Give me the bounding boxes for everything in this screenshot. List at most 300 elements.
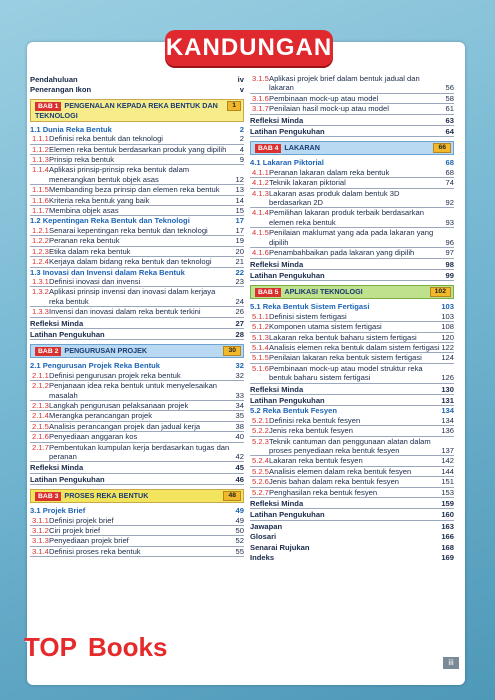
entry-number: 5.1.5 bbox=[252, 353, 269, 363]
entry-number: 5.2.4 bbox=[252, 456, 269, 466]
subsection-entry bbox=[250, 477, 454, 487]
section-entry bbox=[30, 268, 244, 277]
entry-page: 151 bbox=[441, 477, 454, 487]
subsection-entry bbox=[30, 536, 244, 546]
subsection-entry bbox=[30, 401, 244, 411]
entry-number: 2.1.2 bbox=[32, 381, 49, 391]
entry-page: 12 bbox=[235, 174, 244, 184]
entry-label: Penjanaan idea reka bentuk untuk menyelesaikan masalah bbox=[49, 381, 218, 400]
entry-label: Refleksi Minda bbox=[250, 384, 304, 394]
entry-page: 136 bbox=[441, 426, 454, 436]
subsection-entry bbox=[250, 228, 454, 248]
entry-label: Penyediaan anggaran kos bbox=[49, 432, 138, 442]
entry-page: v bbox=[239, 85, 244, 95]
entry-label: Reka Bentuk Sistem Fertigasi bbox=[262, 302, 370, 312]
entry-number: 4.1.3 bbox=[252, 188, 269, 198]
toc-entry bbox=[250, 532, 454, 541]
entry-number: 3.1.2 bbox=[32, 526, 49, 536]
entry-label: Refleksi Minda bbox=[250, 115, 304, 125]
entry-number: 5.2.7 bbox=[252, 487, 269, 497]
entry-number: 1.1.1 bbox=[32, 134, 49, 144]
review-entry bbox=[30, 463, 244, 473]
entry-page: 22 bbox=[235, 267, 244, 277]
subsection-entry bbox=[250, 168, 454, 178]
entry-page: 46 bbox=[235, 474, 244, 484]
watermark-books: Books bbox=[88, 632, 168, 662]
entry-page: 49 bbox=[235, 506, 244, 516]
entry-label: Teknik cantuman dan penggunaan alatan dalam proses penyediaan reka bentuk fesyen bbox=[269, 436, 431, 455]
entry-number: 5.1 bbox=[250, 302, 261, 312]
subsection-entry bbox=[250, 94, 454, 104]
review-entry bbox=[30, 330, 244, 340]
subsection-entry bbox=[30, 226, 244, 236]
subsection-entry bbox=[250, 333, 454, 343]
chapter-header bbox=[250, 285, 454, 299]
watermark-top: TOP bbox=[24, 632, 77, 662]
subsection-entry bbox=[30, 526, 244, 536]
entry-number: 3.1.7 bbox=[252, 104, 269, 114]
entry-label: Glosari bbox=[250, 532, 277, 542]
entry-label: Latihan Pengukuhan bbox=[250, 510, 325, 520]
chapter-header bbox=[250, 141, 454, 155]
subsection-entry bbox=[250, 467, 454, 477]
review-entry bbox=[250, 396, 454, 406]
entry-number: 1.3 bbox=[30, 267, 41, 277]
entry-label: Pengurusan Projek Reka Bentuk bbox=[42, 361, 161, 371]
entry-number: 2.1.1 bbox=[32, 370, 49, 380]
entry-label: Analisis elemen dalam reka bentuk fesyen bbox=[269, 466, 412, 476]
entry-label: Pendahuluan bbox=[30, 75, 78, 84]
entry-page: 24 bbox=[235, 296, 244, 306]
entry-page: 58 bbox=[445, 93, 454, 103]
entry-label: Definisi pengurusan projek reka bentuk bbox=[49, 370, 181, 380]
entry-label: Senarai Rujukan bbox=[250, 542, 310, 552]
section-entry bbox=[250, 158, 454, 167]
chapter-title: LAKARAN bbox=[284, 143, 320, 153]
entry-label: Membina objek asas bbox=[49, 206, 119, 216]
subsection-entry bbox=[250, 353, 454, 363]
chapter-title: PENGENALAN KEPADA REKA BENTUK DAN TEKNOLOGI bbox=[35, 100, 218, 120]
entry-number: 5.1.4 bbox=[252, 342, 269, 352]
entry-number: 5.2.6 bbox=[252, 477, 269, 487]
review-entry bbox=[30, 475, 244, 485]
toc-entry bbox=[250, 553, 454, 562]
entry-label: Latihan Pengukuhan bbox=[30, 474, 105, 484]
entry-page: 166 bbox=[441, 532, 454, 542]
entry-label: Peranan reka bentuk bbox=[49, 236, 120, 246]
entry-number: 5.1.2 bbox=[252, 322, 269, 332]
subsection-entry bbox=[30, 277, 244, 287]
review-entry bbox=[250, 385, 454, 395]
entry-number: 1.1.4 bbox=[32, 165, 49, 175]
subsection-entry bbox=[30, 145, 244, 155]
entry-page: iv bbox=[237, 75, 244, 84]
entry-page: 153 bbox=[441, 487, 454, 497]
entry-label: Etika dalam reka bentuk bbox=[49, 246, 131, 256]
entry-page: 98 bbox=[445, 259, 454, 269]
entry-page: 9 bbox=[239, 155, 244, 165]
entry-label: Penilaian lakaran reka bentuk sistem fertigasi bbox=[269, 353, 422, 363]
entry-number: 1.1 bbox=[30, 124, 41, 134]
subsection-entry bbox=[250, 189, 454, 209]
entry-number: 3.1.1 bbox=[32, 515, 49, 525]
entry-label: Penerangan Ikon bbox=[30, 85, 92, 95]
chapter-tag: BAB 2 bbox=[35, 347, 61, 356]
entry-label: Reka Bentuk Fesyen bbox=[262, 406, 337, 416]
entry-label: Refleksi Minda bbox=[250, 499, 304, 509]
entry-page: 20 bbox=[235, 246, 244, 256]
entry-page: 26 bbox=[235, 307, 244, 317]
subsection-entry bbox=[250, 74, 454, 94]
entry-page: 32 bbox=[235, 370, 244, 380]
toc-right-column bbox=[250, 74, 454, 562]
entry-page: 130 bbox=[441, 384, 454, 394]
watermark-logo bbox=[24, 632, 220, 672]
entry-number: 1.1.5 bbox=[32, 185, 49, 195]
chapter-page: 30 bbox=[223, 346, 241, 356]
entry-number: 1.3.1 bbox=[32, 276, 49, 286]
entry-number: 5.1.6 bbox=[252, 363, 269, 373]
entry-page: 103 bbox=[441, 302, 454, 312]
entry-label: Latihan Pengukuhan bbox=[250, 270, 325, 280]
entry-label: Pembinaan mock-up atau model struktur reka bentuk baharu sistem fertigasi bbox=[269, 363, 423, 383]
entry-number: 4.1 bbox=[250, 158, 261, 168]
entry-number: 3.1.4 bbox=[32, 546, 49, 556]
entry-page: 2 bbox=[239, 124, 244, 134]
entry-label: Penambahbaikan pada lakaran yang dipilih bbox=[269, 248, 415, 258]
subsection-entry bbox=[30, 307, 244, 317]
page-title: KANDUNGAN bbox=[165, 30, 333, 66]
entry-number: 4.1.1 bbox=[252, 167, 269, 177]
subsection-entry bbox=[30, 443, 244, 463]
entry-page: 144 bbox=[441, 466, 454, 476]
entry-label: Pembinaan mock-up atau model bbox=[269, 93, 379, 103]
chapter-tag: BAB 5 bbox=[255, 288, 281, 297]
entry-label: Refleksi Minda bbox=[30, 463, 84, 473]
chapter-title: PENGURUSAN PROJEK bbox=[64, 346, 148, 356]
section-entry bbox=[30, 506, 244, 515]
subsection-entry bbox=[250, 104, 454, 114]
subsection-entry bbox=[30, 165, 244, 185]
entry-label: Definisi reka bentuk fesyen bbox=[269, 415, 361, 425]
entry-number: 1.2 bbox=[30, 216, 41, 226]
entry-label: Penilaian hasil mock-up atau model bbox=[269, 104, 389, 114]
subsection-entry bbox=[250, 312, 454, 322]
chapter-page: 48 bbox=[223, 491, 241, 501]
section-entry bbox=[30, 125, 244, 134]
entry-number: 5.2.5 bbox=[252, 466, 269, 476]
toc-left-column bbox=[30, 74, 244, 557]
toc-entry bbox=[30, 75, 244, 84]
entry-page: 131 bbox=[441, 395, 454, 405]
entry-page: 34 bbox=[235, 400, 244, 410]
entry-page: 45 bbox=[235, 463, 244, 473]
section-entry bbox=[250, 406, 454, 415]
entry-page: 49 bbox=[235, 515, 244, 525]
entry-label: Aplikasi projek brief dalam bentuk jadual dan lakaran bbox=[269, 74, 420, 93]
review-entry bbox=[250, 499, 454, 509]
entry-label: Senarai kepentingan reka bentuk dan teknologi bbox=[49, 225, 208, 235]
entry-number: 3.1.5 bbox=[252, 74, 269, 83]
entry-label: Pembentukan kumpulan kerja berdasarkan tugas dan peranan bbox=[49, 442, 230, 461]
chapter-page: 66 bbox=[433, 143, 451, 153]
entry-number: 1.1.2 bbox=[32, 144, 49, 154]
entry-number: 1.2.2 bbox=[32, 236, 49, 246]
entry-page: 40 bbox=[235, 432, 244, 442]
entry-page: 4 bbox=[239, 144, 244, 154]
entry-page: 42 bbox=[235, 452, 244, 461]
subsection-entry bbox=[30, 247, 244, 257]
entry-page: 92 bbox=[445, 198, 454, 208]
entry-page: 99 bbox=[445, 270, 454, 280]
subsection-entry bbox=[250, 364, 454, 384]
entry-label: Kriteria reka bentuk yang baik bbox=[49, 195, 150, 205]
chapter-tag: BAB 4 bbox=[255, 144, 281, 153]
entry-page: 2 bbox=[239, 134, 244, 144]
review-entry bbox=[250, 116, 454, 126]
entry-label: Lakaran asas produk dalam bentuk 3D berdasarkan 2D bbox=[269, 188, 400, 208]
chapter-tag: BAB 3 bbox=[35, 492, 61, 501]
entry-label: Projek Brief bbox=[42, 506, 86, 516]
entry-page: 32 bbox=[235, 361, 244, 371]
entry-page: 61 bbox=[445, 104, 454, 114]
subsection-entry bbox=[30, 381, 244, 401]
subsection-entry bbox=[250, 456, 454, 466]
entry-page: 15 bbox=[235, 206, 244, 216]
entry-page: 124 bbox=[441, 353, 454, 363]
subsection-entry bbox=[250, 178, 454, 188]
entry-label: Penilaian maklumat yang ada pada lakaran yang dipilih bbox=[269, 228, 434, 247]
subsection-entry bbox=[250, 322, 454, 332]
entry-page: 120 bbox=[441, 332, 454, 342]
section-entry bbox=[30, 216, 244, 225]
entry-page: 55 bbox=[235, 546, 244, 556]
entry-label: Refleksi Minda bbox=[250, 259, 304, 269]
entry-number: 5.2.3 bbox=[252, 436, 269, 446]
entry-page: 134 bbox=[441, 406, 454, 416]
entry-number: 5.2 bbox=[250, 406, 261, 416]
section-entry bbox=[250, 302, 454, 311]
entry-label: Aplikasi prinsip invensi dan inovasi dalam kerjaya reka bentuk bbox=[49, 287, 216, 306]
chapter-header bbox=[30, 344, 244, 358]
entry-label: Invensi dan inovasi dalam reka bentuk terkini bbox=[49, 307, 201, 317]
entry-label: Refleksi Minda bbox=[30, 318, 84, 328]
entry-number: 2.1.7 bbox=[32, 442, 49, 452]
page-number: iii bbox=[443, 657, 459, 669]
subsection-entry bbox=[30, 516, 244, 526]
entry-page: 93 bbox=[445, 217, 454, 227]
entry-page: 74 bbox=[445, 178, 454, 188]
entry-page: 137 bbox=[441, 446, 454, 455]
entry-page: 142 bbox=[441, 456, 454, 466]
subsection-entry bbox=[30, 411, 244, 421]
chapter-header bbox=[30, 489, 244, 503]
toc-entry bbox=[250, 543, 454, 552]
entry-label: Dunia Reka Bentuk bbox=[42, 124, 112, 134]
subsection-entry bbox=[250, 488, 454, 498]
entry-page: 33 bbox=[235, 390, 244, 400]
entry-number: 2.1 bbox=[30, 361, 41, 371]
entry-label: Penghasilan reka bentuk fesyen bbox=[269, 487, 378, 497]
review-entry bbox=[30, 319, 244, 329]
entry-number: 5.2.1 bbox=[252, 415, 269, 425]
entry-label: Membanding beza prinsip dan elemen reka bentuk bbox=[49, 185, 220, 195]
entry-page: 134 bbox=[441, 415, 454, 425]
entry-page: 169 bbox=[441, 553, 454, 563]
entry-label: Indeks bbox=[250, 553, 275, 563]
entry-number: 1.2.1 bbox=[32, 225, 49, 235]
entry-number: 1.3.3 bbox=[32, 307, 49, 317]
entry-page: 122 bbox=[441, 342, 454, 352]
section-entry bbox=[30, 361, 244, 370]
chapter-title: PROSES REKA BENTUK bbox=[64, 491, 149, 501]
entry-label: Latihan Pengukuhan bbox=[30, 329, 105, 339]
entry-number: 1.2.4 bbox=[32, 257, 49, 267]
entry-label: Ciri projek brief bbox=[49, 526, 101, 536]
entry-label: Analisis perancangan projek dan jadual kerja bbox=[49, 421, 201, 431]
entry-number: 1.3.2 bbox=[32, 287, 49, 297]
entry-page: 19 bbox=[235, 236, 244, 246]
entry-page: 68 bbox=[445, 167, 454, 177]
entry-label: Definisi projek brief bbox=[49, 515, 114, 525]
entry-number: 5.2.2 bbox=[252, 426, 269, 436]
entry-page: 17 bbox=[235, 216, 244, 226]
subsection-entry bbox=[30, 547, 244, 557]
entry-page: 38 bbox=[235, 421, 244, 431]
entry-label: Pemilihan lakaran produk terbaik berdasarkan elemen reka bentuk bbox=[269, 208, 424, 227]
entry-page: 68 bbox=[445, 158, 454, 168]
entry-label: Peranan lakaran dalam reka bentuk bbox=[269, 167, 390, 177]
chapter-tag: BAB 1 bbox=[35, 102, 61, 111]
entry-page: 63 bbox=[445, 115, 454, 125]
entry-number: 1.1.3 bbox=[32, 155, 49, 165]
toc-entry bbox=[30, 85, 244, 94]
entry-label: Analisis elemen reka bentuk dalam sistem fertigasi bbox=[269, 342, 440, 352]
entry-number: 1.1.7 bbox=[32, 206, 49, 216]
entry-label: Definisi reka bentuk dan teknologi bbox=[49, 134, 163, 144]
entry-number: 1.1.6 bbox=[32, 195, 49, 205]
entry-page: 23 bbox=[235, 276, 244, 286]
entry-label: Inovasi dan Invensi dalam Reka Bentuk bbox=[42, 267, 185, 277]
entry-number: 5.1.1 bbox=[252, 311, 269, 321]
entry-page: 108 bbox=[441, 322, 454, 332]
entry-page: 50 bbox=[235, 526, 244, 536]
entry-page: 163 bbox=[441, 521, 454, 531]
entry-number: 2.1.3 bbox=[32, 400, 49, 410]
subsection-entry bbox=[30, 155, 244, 165]
entry-label: Teknik lakaran piktorial bbox=[269, 178, 346, 188]
entry-label: Kepentingan Reka Bentuk dan Teknologi bbox=[42, 216, 190, 226]
entry-number: 4.1.6 bbox=[252, 248, 269, 258]
entry-page: 13 bbox=[235, 185, 244, 195]
entry-page: 21 bbox=[235, 257, 244, 267]
entry-label: Kerjaya dalam bidang reka bentuk dan teknologi bbox=[49, 257, 212, 267]
entry-page: 28 bbox=[235, 329, 244, 339]
entry-label: Latihan Pengukuhan bbox=[250, 395, 325, 405]
entry-page: 159 bbox=[441, 499, 454, 509]
entry-label: Elemen reka bentuk berdasarkan produk yang dipilih bbox=[49, 144, 227, 154]
entry-number: 5.1.3 bbox=[252, 332, 269, 342]
entry-page: 17 bbox=[235, 225, 244, 235]
subsection-entry bbox=[30, 236, 244, 246]
entry-label: Prinsip reka bentuk bbox=[49, 155, 115, 165]
entry-label: Penyediaan projek brief bbox=[49, 536, 129, 546]
chapter-page: 102 bbox=[430, 287, 451, 297]
subsection-entry bbox=[30, 206, 244, 216]
entry-page: 96 bbox=[445, 237, 454, 247]
entry-page: 160 bbox=[441, 510, 454, 520]
entry-number: 4.1.4 bbox=[252, 208, 269, 218]
subsection-entry bbox=[30, 185, 244, 195]
entry-page: 103 bbox=[441, 311, 454, 321]
entry-page: 52 bbox=[235, 536, 244, 546]
toc-entry bbox=[250, 522, 454, 531]
subsection-entry bbox=[250, 426, 454, 436]
review-entry bbox=[250, 260, 454, 270]
chapter-header bbox=[30, 99, 244, 122]
chapter-page: 1 bbox=[227, 101, 241, 111]
entry-label: Merangka perancangan projek bbox=[49, 411, 153, 421]
subsection-entry bbox=[250, 416, 454, 426]
entry-number: 2.1.4 bbox=[32, 411, 49, 421]
entry-page: 27 bbox=[235, 318, 244, 328]
entry-label: Jenis bahan dalam reka bentuk fesyen bbox=[269, 477, 400, 487]
entry-number: 4.1.2 bbox=[252, 178, 269, 188]
entry-label: Aplikasi prinsip-prinsip reka bentuk dalam menerangkan bentuk objek asas bbox=[49, 165, 190, 184]
entry-number: 2.1.5 bbox=[32, 421, 49, 431]
review-entry bbox=[250, 510, 454, 520]
review-entry bbox=[250, 127, 454, 137]
entry-label: Latihan Pengukuhan bbox=[250, 127, 325, 137]
entry-number: 3.1 bbox=[30, 506, 41, 516]
entry-number: 3.1.3 bbox=[32, 536, 49, 546]
entry-label: Definisi inovasi dan invensi bbox=[49, 276, 141, 286]
entry-label: Lakaran reka bentuk baharu sistem fertigasi bbox=[269, 332, 417, 342]
subsection-entry bbox=[250, 248, 454, 258]
entry-label: Jenis reka bentuk fesyen bbox=[269, 426, 354, 436]
entry-page: 97 bbox=[445, 248, 454, 258]
entry-page: 14 bbox=[235, 195, 244, 205]
entry-label: Jawapan bbox=[250, 521, 283, 531]
entry-number: 4.1.5 bbox=[252, 228, 269, 238]
entry-label: Definisi proses reka bentuk bbox=[49, 546, 141, 556]
entry-label: Lakaran Piktorial bbox=[262, 158, 324, 168]
entry-page: 64 bbox=[445, 127, 454, 137]
review-entry bbox=[250, 271, 454, 281]
entry-page: 35 bbox=[235, 411, 244, 421]
entry-number: 2.1.6 bbox=[32, 432, 49, 442]
entry-page: 168 bbox=[441, 542, 454, 552]
entry-page: 56 bbox=[445, 83, 454, 93]
subsection-entry bbox=[30, 371, 244, 381]
entry-number: 3.1.6 bbox=[252, 93, 269, 103]
subsection-entry bbox=[250, 343, 454, 353]
entry-page: 126 bbox=[441, 373, 454, 383]
entry-label: Langkah pengurusan pelaksanaan projek bbox=[49, 400, 189, 410]
subsection-entry bbox=[30, 422, 244, 432]
entry-label: Lakaran reka bentuk fesyen bbox=[269, 456, 363, 466]
chapter-title: APLIKASI TEKNOLOGI bbox=[284, 287, 363, 297]
subsection-entry bbox=[30, 257, 244, 267]
subsection-entry bbox=[30, 134, 244, 144]
subsection-entry bbox=[30, 196, 244, 206]
subsection-entry bbox=[250, 208, 454, 228]
subsection-entry bbox=[30, 432, 244, 442]
entry-label: Komponen utama sistem fertigasi bbox=[269, 322, 382, 332]
subsection-entry bbox=[30, 287, 244, 307]
entry-label: Definisi sistem fertigasi bbox=[269, 311, 347, 321]
entry-number: 1.2.3 bbox=[32, 246, 49, 256]
